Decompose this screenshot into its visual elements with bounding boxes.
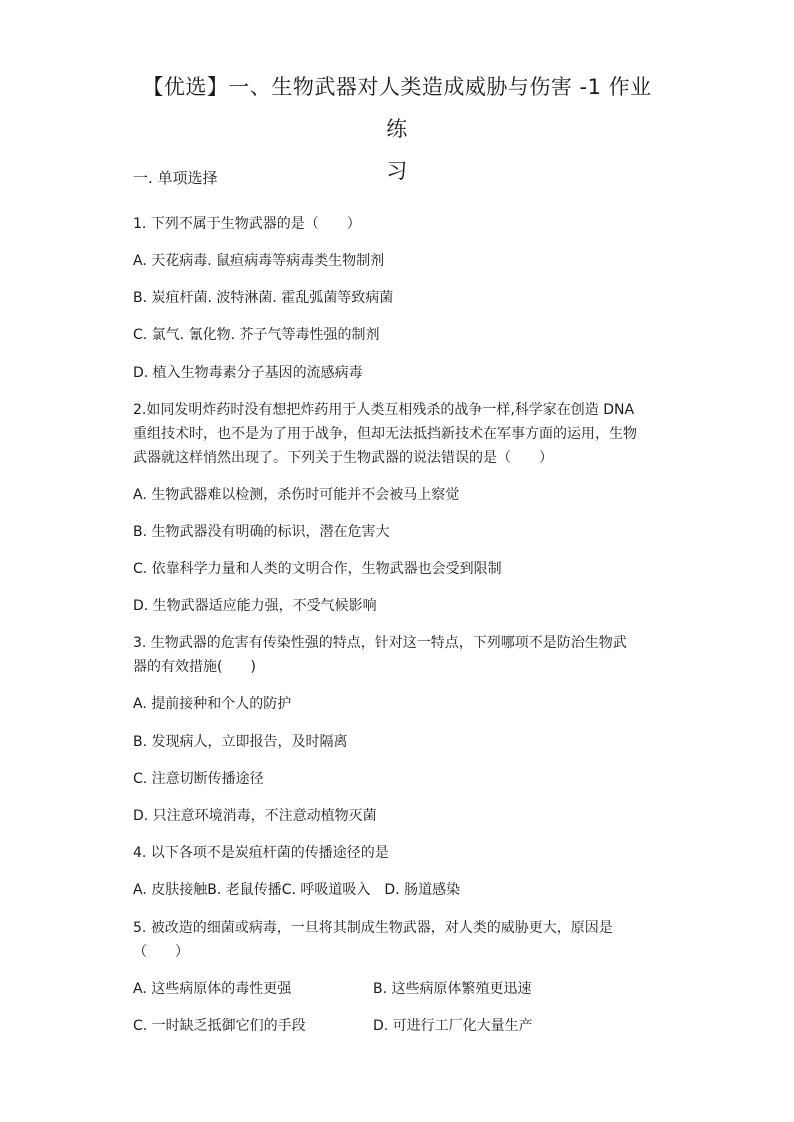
q5-option-c: C. 一时缺乏抵御它们的手段 <box>133 1018 306 1034</box>
q2-stem-line-1: 2.如同发明炸药时没有想把炸药用于人类互相残杀的战争一样,科学家在创造 DNA <box>133 402 635 418</box>
q2-option-c: C. 依靠科学力量和人类的文明合作，生物武器也会受到限制 <box>133 561 502 577</box>
q3-option-d: D. 只注意环境消毒，不注意动植物灭菌 <box>133 808 377 824</box>
q3-option-b: B. 发现病人，立即报告，及时隔离 <box>133 734 348 750</box>
title-line-1: 【优选】一、生物武器对人类造成威胁与伤害 -1 作业练 <box>142 75 652 141</box>
q2-stem-line-3: 武器就这样悄然出现了。下列关于生物武器的说法错误的是（ ） <box>133 450 553 466</box>
q5-option-row-2 <box>133 1014 673 1038</box>
q3-stem-line-1: 3. 生物武器的危害有传染性强的特点，针对这一特点，下列哪项不是防治生物武 <box>133 635 627 651</box>
q2-option-d: D. 生物武器适应能力强，不受气候影响 <box>133 598 377 614</box>
q1-option-a: A. 天花病毒. 鼠疸病毒等病毒类生物制剂 <box>133 253 385 269</box>
title-line-2: 习 <box>386 159 408 183</box>
q3-option-a: A. 提前接种和个人的防护 <box>133 696 292 712</box>
section-heading: 一. 单项选择 <box>133 169 218 187</box>
q2-stem-line-2: 重组技术时，也不是为了用于战争，但却无法抵挡新技术在军事方面的运用，生物 <box>133 426 637 442</box>
q3-option-c: C. 注意切断传播途径 <box>133 771 264 787</box>
q1-option-c: C. 氯气. 氰化物. 芥子气等毒性强的制剂 <box>133 327 380 343</box>
q2-option-b: B. 生物武器没有明确的标识，潜在危害大 <box>133 524 390 540</box>
q3-stem-line-2: 器的有效措施( ) <box>133 659 256 675</box>
q5-option-b: B. 这些病原体繁殖更迅速 <box>373 981 532 997</box>
q5-stem-line-2: （ ） <box>133 944 189 960</box>
q1-option-b: B. 炭疽杆菌. 波特淋菌. 霍乱弧菌等致病菌 <box>133 290 394 306</box>
q4-stem: 4. 以下各项不是炭疽杆菌的传播途径的是 <box>133 845 389 861</box>
q5-option-row-1 <box>133 977 673 1001</box>
q5-option-a: A. 这些病原体的毒性更强 <box>133 981 292 997</box>
q1-option-d: D. 植入生物毒素分子基因的流感病毒 <box>133 365 363 381</box>
q5-option-d: D. 可进行工厂化大量生产 <box>373 1018 533 1034</box>
q4-options: A. 皮肤接触B. 老鼠传播C. 呼吸道吸入 D. 肠道感染 <box>133 882 461 898</box>
q1-stem: 1. 下列不属于生物武器的是（ ） <box>133 216 361 232</box>
q2-option-a: A. 生物武器难以检测，杀伤时可能并不会被马上察觉 <box>133 487 460 503</box>
q5-stem-line-1: 5. 被改造的细菌或病毒，一旦将其制成生物武器，对人类的威胁更大，原因是 <box>133 920 613 936</box>
